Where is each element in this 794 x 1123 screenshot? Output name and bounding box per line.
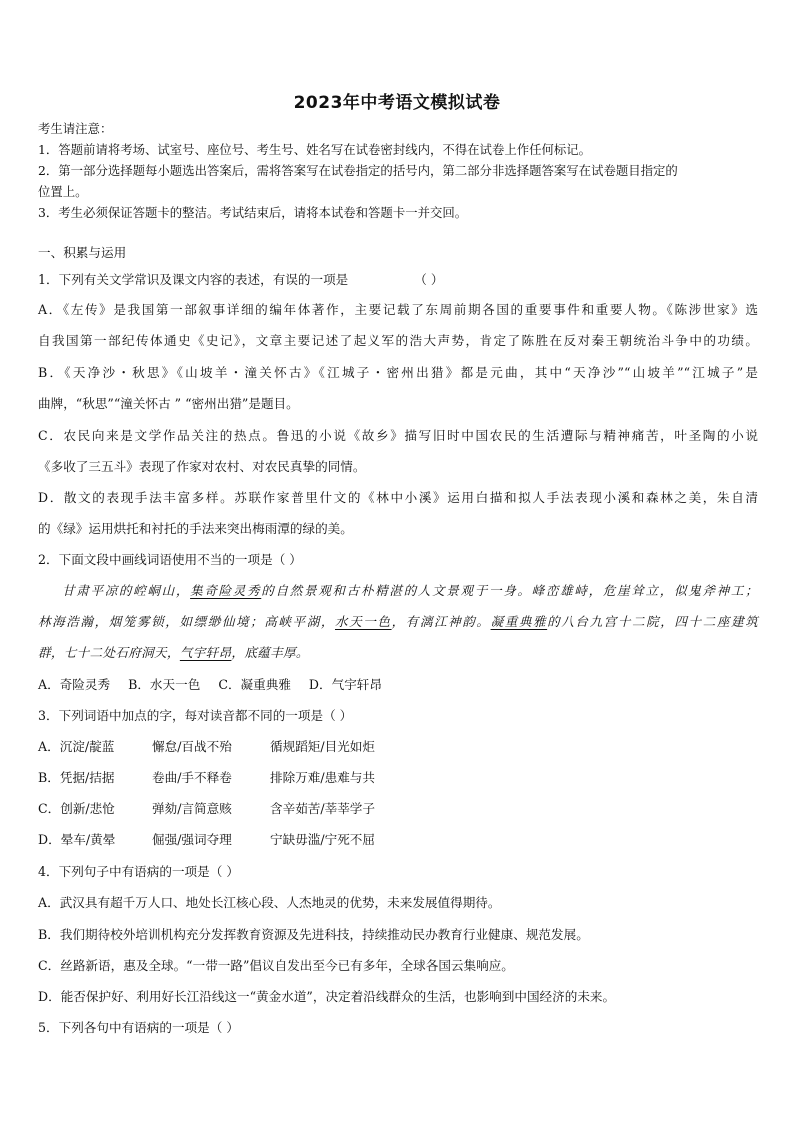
- notice-item: 2．第一部分选择题每小题选出答案后，需将答案写在试卷指定的括号内，第二部分非选择题答案写在试卷题目指定的: [38, 163, 678, 178]
- q1-option-line: B．《天净沙・秋思》《山坡羊・潼关怀古》《江城子・密州出猎》都是元曲，其中“天净沙”“山坡羊”“江城子”是: [38, 365, 758, 380]
- q4-option: B．我们期待校外培训机构充分发挥教育资源及先进科技，持续推动民办教育行业健康、规范发展。: [38, 927, 589, 942]
- q2-passage-line: 林海浩瀚，烟笼雾锁，如缥缈仙境；高峡平湖，水天一色，有漓江神韵。凝重典雅的八台九宫十二院，四十二座建筑: [38, 614, 759, 629]
- q4-option: D．能否保护好、利用好长江沿线这一“黄金水道”，决定着沿线群众的生活，也影响到中国经济的未来。: [38, 989, 616, 1004]
- notice-item: 1．答题前请将考场、试室号、座位号、考生号、姓名写在试卷密封线内，不得在试卷上作任何标记。: [38, 142, 592, 157]
- option-c: C．凝重典雅: [218, 677, 291, 692]
- q1-option-line: 的《绿》运用烘托和衬托的手法来突出梅雨潭的绿的美。: [38, 521, 353, 536]
- q2-passage-line: 甘肃平凉的崆峒山，集奇险灵秀的自然景观和古朴精湛的人文景观于一身。峰峦雄峙，危崖耸立，似鬼斧神工；: [62, 583, 759, 598]
- question-stem-text: 1．下列有关文学常识及课文内容的表述，有误的一项是: [38, 272, 349, 287]
- page-title: 2023年中考语文模拟试卷: [293, 93, 501, 113]
- q3-option-row: C．创新/悲怆 弹劾/言简意赅 含辛茹苦/莘莘学子: [38, 801, 375, 816]
- notice-item: 位置上。: [38, 184, 88, 199]
- question-5-stem: 5．下列各句中有语病的一项是（ ）: [38, 1020, 239, 1035]
- notice-item: 3．考生必须保证答题卡的整洁。考试结束后，请将本试卷和答题卡一并交回。: [38, 205, 468, 220]
- q3-option-row: A．沉淀/靛蓝 懈怠/百战不殆 循规蹈矩/目光如炬: [38, 739, 375, 754]
- q2-options: [38, 675, 758, 695]
- underlined-phrase: 气宇轩昂: [179, 645, 232, 660]
- option-b: B．水天一色: [128, 677, 201, 692]
- underlined-phrase: 水天一色: [334, 614, 392, 629]
- question-4-stem: 4．下列句子中有语病的一项是（ ）: [38, 864, 239, 879]
- q4-option: C．丝路新语，惠及全球。“一带一路”倡议自发出至今已有多年，全球各国云集响应。: [38, 958, 514, 973]
- q1-option-line: 自我国第一部纪传体通史《史记》，文章主要记述了起义军的浩大声势，肯定了陈胜在反对秦王朝统治斗争中的功绩。: [38, 333, 758, 348]
- section-heading: 一、积累与运用: [38, 245, 127, 260]
- question-2-stem: 2．下面文段中画线词语使用不当的一项是（ ）: [38, 552, 302, 567]
- q2-passage-line: 群，七十二处石府洞天，气宇轩昂，底蕴丰厚。: [38, 645, 309, 660]
- question-3-stem: 3．下列词语中加点的字，每对读音都不同的一项是（ ）: [38, 708, 353, 723]
- q3-option-row: D．晕车/黄晕 倔强/强词夺理 宁缺毋滥/宁死不屈: [38, 832, 375, 847]
- option-d: D．气宇轩昂: [308, 677, 382, 692]
- q1-option-line: A．《左传》是我国第一部叙事详细的编年体著作，主要记载了东周前期各国的重要事件和重要人物。《陈涉世家》选: [38, 302, 758, 317]
- q1-option-line: 《多收了三五斗》表现了作家对农村、对农民真挚的同情。: [38, 459, 366, 474]
- q4-option: A．武汉具有超千万人口、地处长江核心段、人杰地灵的优势，未来发展值得期待。: [38, 895, 501, 910]
- q3-option-row: B．凭据/拮据 卷曲/手不释卷 排除万难/患难与共: [38, 770, 375, 785]
- answer-paren: （ ）: [414, 272, 444, 287]
- notice-heading: 考生请注意：: [38, 121, 113, 136]
- q1-option-line: 曲牌，“秋思”“潼关怀古 ” “密州出猎”是题目。: [38, 396, 299, 411]
- question-1-stem: [38, 270, 758, 290]
- underlined-phrase: 集奇险灵秀: [190, 583, 262, 598]
- option-a: A．奇险灵秀: [38, 677, 111, 692]
- q1-option-line: D．散文的表现手法丰富多样。苏联作家普里什文的《林中小溪》运用白描和拟人手法表现小溪和森林之美，朱自清: [38, 490, 758, 505]
- q1-option-line: C．农民向来是文学作品关注的热点。鲁迅的小说《故乡》描写旧时中国农民的生活遭际与精神痛苦，叶圣陶的小说: [38, 428, 758, 443]
- underlined-phrase: 凝重典雅: [490, 614, 548, 629]
